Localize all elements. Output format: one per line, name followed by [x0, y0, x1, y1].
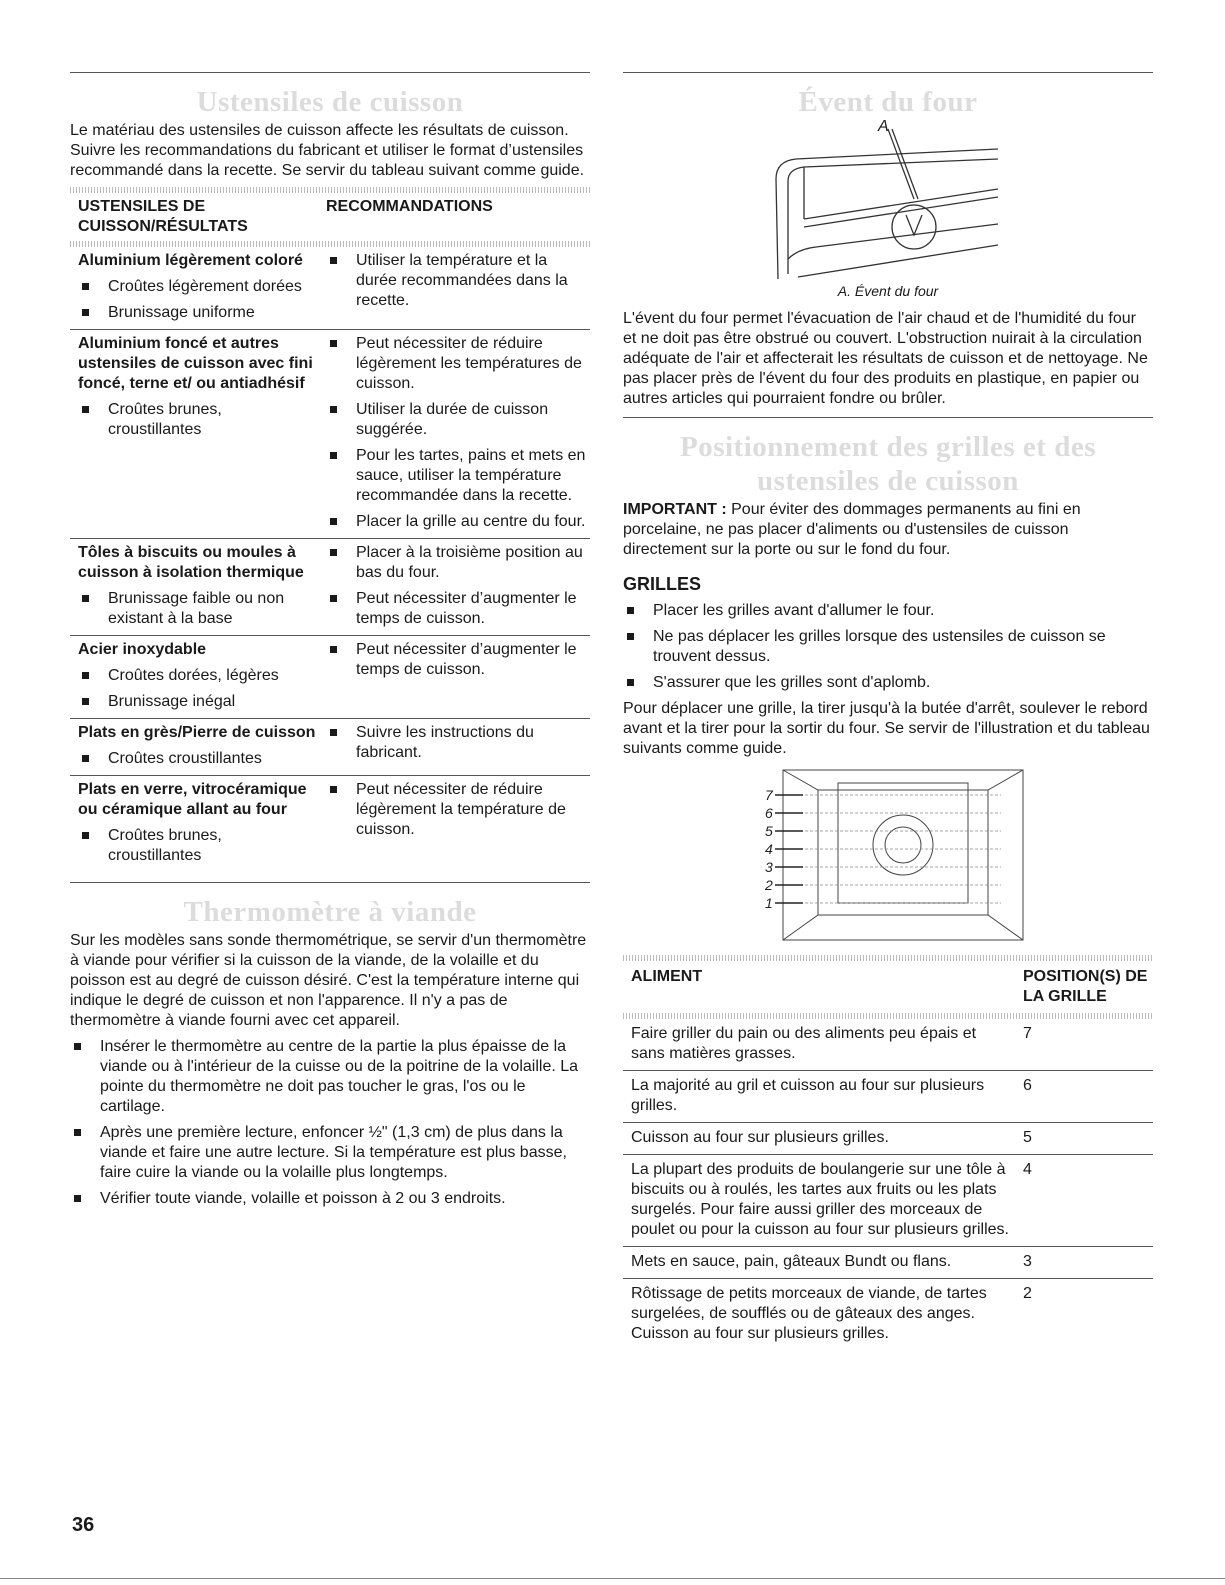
position-cell: 4	[1023, 1155, 1153, 1247]
rack-diagram	[743, 765, 1033, 945]
recommendation-cell	[326, 247, 590, 330]
bullet-item	[70, 1123, 590, 1183]
vent-label-a: A	[878, 119, 889, 135]
important-text: Pour éviter des dommages permanents au fini en porcelaine, ne pas placer d'aliments ou d'ustensiles de cuisson directement sur la porte ou sur le fond du four.	[623, 501, 1081, 558]
bullet-item	[70, 1037, 590, 1117]
bullet-square-icon	[330, 646, 337, 653]
bullet-item	[78, 826, 316, 866]
position-cell: 3	[1023, 1247, 1153, 1279]
page-number: 36	[72, 1514, 95, 1536]
table-row	[623, 1071, 1153, 1123]
cookware-intro: Le matériau des ustensiles de cuisson affecte les résultats de cuisson. Suivre les recommandations du fabricant et utiliser le format d’ustensiles recommandé dans la recette. Se servir du tableau suivant comme guide.	[70, 122, 585, 179]
cookware-title: Ustensiles de cuisson	[196, 86, 464, 118]
bullet-square-icon	[74, 1129, 81, 1136]
bullet-square-icon	[627, 633, 634, 640]
rack-position-label: 6	[765, 805, 773, 821]
section-divider	[623, 72, 1153, 73]
cookware-table	[70, 193, 590, 872]
bullet-square-icon	[330, 257, 337, 264]
recommendation-cell	[326, 719, 590, 776]
food-col-header: ALIMENT	[631, 968, 703, 985]
bullet-item	[326, 723, 590, 763]
cookware-cell	[70, 539, 326, 636]
bullet-square-icon	[627, 679, 634, 686]
table-row	[623, 1279, 1153, 1351]
recommendations-col-header: RECOMMANDATIONS	[326, 198, 493, 215]
bullet-item	[78, 749, 316, 769]
bullet-item	[623, 601, 1153, 621]
cookware-cell	[70, 776, 326, 873]
bullet-text: Utiliser la durée de cuisson suggérée.	[356, 401, 549, 438]
bullet-square-icon	[330, 595, 337, 602]
bullet-item	[70, 1189, 590, 1209]
rack-position-rows	[623, 1019, 1153, 1350]
recommendation-cell	[326, 330, 590, 539]
cookware-row	[70, 776, 590, 873]
page-bottom-edge	[0, 1578, 1225, 1579]
bullet-square-icon	[82, 406, 89, 413]
position-col-header: POSITION(S) DE LA GRILLE	[1023, 968, 1148, 1005]
rack-position-label: 2	[765, 877, 773, 893]
cookware-name: Aluminium foncé et autres ustensiles de cuisson avec fini foncé, terne et/ ou antiadhésif	[78, 335, 313, 392]
bullet-text: Croûtes légèrement dorées	[108, 278, 302, 295]
bullet-text: Croûtes brunes, croustillantes	[108, 401, 222, 438]
bullet-square-icon	[82, 309, 89, 316]
cookware-row	[70, 330, 590, 539]
important-note	[623, 500, 1153, 560]
cookware-name: Aluminium légèrement coloré	[78, 252, 303, 269]
bullet-text: Placer à la troisième position au bas du four.	[356, 544, 583, 581]
cookware-rows	[70, 247, 590, 872]
cookware-row	[70, 636, 590, 719]
bullet-text: Pour les tartes, pains et mets en sauce, utiliser la température recommandée dans la recette.	[356, 447, 586, 504]
bullet-text: Brunissage uniforme	[108, 304, 255, 321]
bullet-text: Vérifier toute viande, volaille et poisson à 2 ou 3 endroits.	[100, 1190, 506, 1207]
vent-illustration	[768, 119, 1008, 279]
thermometer-bullets	[70, 1037, 590, 1209]
position-cell: 2	[1023, 1285, 1032, 1302]
bullet-square-icon	[82, 755, 89, 762]
bullet-item	[326, 640, 590, 680]
bullet-square-icon	[330, 786, 337, 793]
food-cell: La majorité au gril et cuisson au four sur plusieurs grilles.	[623, 1071, 1023, 1123]
rack-position-label: 1	[765, 895, 773, 911]
cookware-cell	[70, 330, 326, 539]
bullet-text: Après une première lecture, enfoncer ½" (1,3 cm) de plus dans la viande et faire une autre lecture. Si la température est plus basse, faire cuire la viande ou la volaille plus longtemps.	[100, 1124, 567, 1181]
bullet-item	[326, 400, 590, 440]
bullet-text: Peut nécessiter de réduire légèrement la température de cuisson.	[356, 781, 566, 838]
racks-title: Positionnement des grilles et des ustensiles de cuisson	[679, 431, 1096, 497]
rack-position-table	[623, 961, 1153, 1350]
food-cell: La plupart des produits de boulangerie sur une tôle à biscuits ou à roulés, les tartes aux fruits ou les plats surgelés. Pour faire aussi griller des morceaux de poulet ou pour la cuisson au four sur plusieurs grilles.	[623, 1155, 1023, 1247]
section-divider	[70, 72, 590, 73]
bullet-square-icon	[82, 698, 89, 705]
bullet-text: Croûtes dorées, légères	[108, 667, 279, 684]
recommendation-cell	[326, 539, 590, 636]
bullet-square-icon	[330, 340, 337, 347]
bullet-square-icon	[627, 607, 634, 614]
bullet-item	[623, 627, 1153, 667]
bullet-item	[78, 692, 316, 712]
cookware-name: Plats en verre, vitrocéramique ou céramique allant au four	[78, 781, 307, 818]
bullet-text: S'assurer que les grilles sont d'aplomb.	[653, 674, 931, 691]
bullet-text: Croûtes brunes, croustillantes	[108, 827, 222, 864]
bullet-item	[326, 446, 590, 506]
bullet-item	[78, 277, 316, 297]
bullet-square-icon	[82, 672, 89, 679]
vent-title: Évent du four	[798, 86, 978, 118]
food-cell: Rôtissage de petits morceaux de viande, de tartes surgelées, de soufflés ou de gâteaux des anges. Cuisson au four sur plusieurs grilles.	[631, 1285, 987, 1342]
section-divider	[70, 882, 590, 883]
recommendation-cell	[326, 636, 590, 719]
left-column	[70, 72, 590, 1209]
bullet-square-icon	[82, 283, 89, 290]
bullet-text: Peut nécessiter de réduire légèrement les températures de cuisson.	[356, 335, 582, 392]
cookware-row	[70, 247, 590, 330]
bullet-square-icon	[74, 1043, 81, 1050]
rack-drawing	[743, 765, 1033, 945]
bullet-text: Ne pas déplacer les grilles lorsque des ustensiles de cuisson se trouvent dessus.	[653, 628, 1106, 665]
bullet-text: Utiliser la température et la durée recommandées dans la recette.	[356, 252, 568, 309]
cookware-name: Plats en grès/Pierre de cuisson	[78, 724, 316, 741]
table-row	[623, 1019, 1153, 1071]
bullet-square-icon	[74, 1195, 81, 1202]
racks-bullets	[623, 601, 1153, 693]
rack-position-label: 5	[765, 823, 773, 839]
cookware-name: Acier inoxydable	[78, 641, 207, 658]
bullet-square-icon	[82, 595, 89, 602]
bullet-item	[326, 589, 590, 629]
position-cell: 7	[1023, 1019, 1153, 1071]
food-cell: Mets en sauce, pain, gâteaux Bundt ou flans.	[623, 1247, 1023, 1279]
recommendation-cell	[326, 776, 590, 873]
cookware-name: Tôles à biscuits ou moules à cuisson à isolation thermique	[78, 544, 304, 581]
table-row	[623, 1247, 1153, 1279]
bullet-square-icon	[330, 518, 337, 525]
thermometer-intro: Sur les modèles sans sonde thermométrique, se servir d'un thermomètre à viande pour vérifier si la cuisson de la viande, de la volaille et du poisson est au degré de cuisson désiré. C'est la température interne qui indique le degré de cuisson et non l'apparence. Il n'y a pas de thermomètre à viande fourni avec cet appareil.	[70, 932, 587, 1029]
racks-subtitle: GRILLES	[623, 574, 702, 594]
bullet-text: Suivre les instructions du fabricant.	[356, 724, 534, 761]
food-cell: Faire griller du pain ou des aliments peu épais et sans matières grasses.	[623, 1019, 1023, 1071]
bullet-item	[78, 303, 316, 323]
bullet-item	[78, 589, 316, 629]
bullet-item	[78, 400, 316, 440]
cookware-row	[70, 719, 590, 776]
rack-position-label: 7	[765, 787, 773, 803]
bullet-text: Placer la grille au centre du four.	[356, 513, 586, 530]
cookware-cell	[70, 247, 326, 330]
position-cell: 5	[1023, 1123, 1153, 1155]
position-cell: 6	[1023, 1071, 1153, 1123]
bullet-square-icon	[330, 729, 337, 736]
bullet-square-icon	[330, 406, 337, 413]
food-cell: Cuisson au four sur plusieurs grilles.	[623, 1123, 1023, 1155]
bullet-item	[326, 251, 590, 311]
thermometer-title: Thermomètre à viande	[183, 896, 477, 928]
bullet-item	[623, 673, 1153, 693]
bullet-text: Placer les grilles avant d'allumer le four.	[653, 602, 935, 619]
bullet-text: Brunissage faible ou non existant à la base	[108, 590, 285, 627]
vent-caption: A. Évent du four	[837, 283, 939, 299]
bullet-item	[326, 543, 590, 583]
vent-text: L'évent du four permet l'évacuation de l'air chaud et de l'humidité du four et ne doit pas être obstrué ou couvert. L'obstruction nuirait à la circulation adéquate de l'air et affecterait les résultats de cuisson et de nettoyage. Ne pas placer près de l'évent du four des produits en plastique, en papier ou autres articles qui pourraient fondre ou brûler.	[623, 310, 1148, 407]
bullet-item	[326, 512, 590, 532]
bullet-text: Insérer le thermomètre au centre de la partie la plus épaisse de la viande ou à l'intérieur de la cuisse ou de la poitrine de la volaille. La pointe du thermomètre ne doit pas toucher le gras, l'os ou le cartilage.	[100, 1038, 579, 1115]
table-row	[623, 1123, 1153, 1155]
bullet-item	[326, 334, 590, 394]
racks-instructions: Pour déplacer une grille, la tirer jusqu'à la butée d'arrêt, soulever le rebord avant et la tirer pour la sortir du four. Se servir de l'illustration et du tableau suivants comme guide.	[623, 700, 1150, 757]
cookware-row	[70, 539, 590, 636]
cookware-col-header: USTENSILES DE CUISSON/RÉSULTATS	[78, 198, 248, 235]
bullet-square-icon	[82, 832, 89, 839]
bullet-text: Brunissage inégal	[108, 693, 236, 710]
bullet-item	[78, 666, 316, 686]
vent-drawing	[768, 119, 1008, 279]
rack-position-label: 4	[765, 841, 773, 857]
bullet-square-icon	[330, 549, 337, 556]
bullet-square-icon	[330, 452, 337, 459]
rack-position-label: 3	[765, 859, 773, 875]
table-row	[623, 1155, 1153, 1247]
bullet-text: Croûtes croustillantes	[108, 750, 262, 767]
cookware-cell	[70, 636, 326, 719]
cookware-cell	[70, 719, 326, 776]
right-column	[623, 72, 1153, 1350]
bullet-item	[326, 780, 590, 840]
section-divider	[623, 417, 1153, 418]
important-label: IMPORTANT :	[623, 501, 727, 518]
bullet-text: Peut nécessiter d’augmenter le temps de cuisson.	[356, 590, 577, 627]
bullet-text: Peut nécessiter d’augmenter le temps de cuisson.	[356, 641, 577, 678]
